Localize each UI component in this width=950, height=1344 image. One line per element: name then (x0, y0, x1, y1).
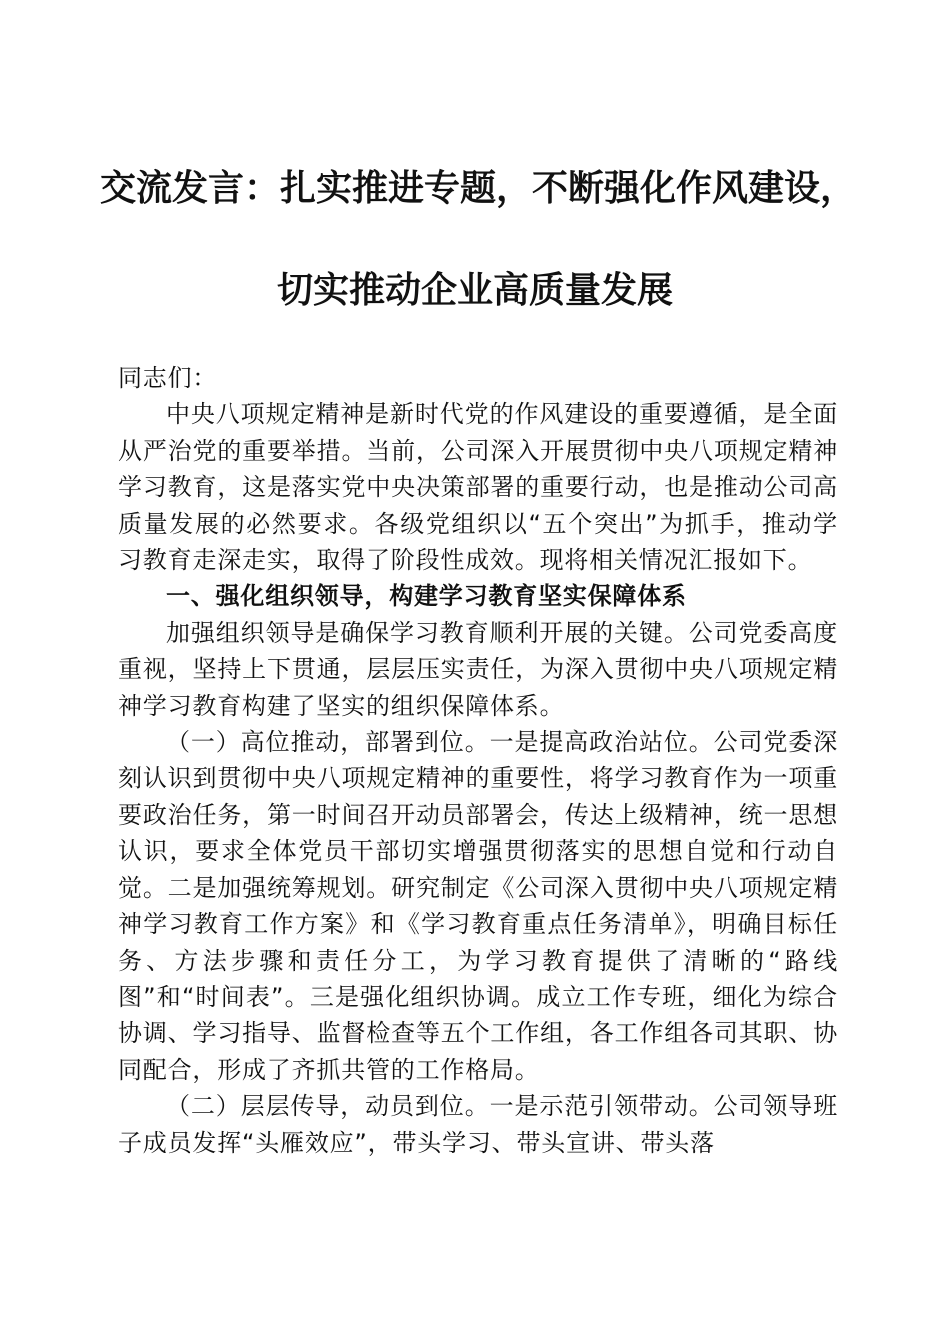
subsection-1-paragraph (118, 724, 838, 1088)
subsection-2-title: （二）层层传导，动员到位。 (166, 1092, 490, 1121)
intro-paragraph: 中央八项规定精神是新时代党的作风建设的重要遵循，是全面从严治党的重要举措。当前，公司深入开展贯彻中央八项规定精神学习教育，这是落实党中央决策部署的重要行动，也是推动公司高质量发展的必然要求。各级党组织以“五个突出”为抓手，推动学习教育走深走实，取得了阶段性成效。现将相关情况汇报如下。 (118, 400, 838, 575)
subsection-1-title: （一）高位推动，部署到位。 (166, 728, 490, 757)
salutation: 同志们： (118, 364, 218, 392)
document-body (118, 360, 838, 1161)
section-heading-1: 一、强化组织领导，构建学习教育坚实保障体系 (166, 582, 687, 611)
document-title-line1: 交流发言：扎实推进专题，不断强化作风建设， (100, 167, 857, 209)
section-1-paragraph: 加强组织领导是确保学习教育顺利开展的关键。公司党委高度重视，坚持上下贯通，层层压实责任，为深入贯彻中央八项规定精神学习教育构建了坚实的组织保障体系。 (118, 618, 838, 720)
subsection-2-paragraph (118, 1088, 838, 1161)
subsection-1-text: 一是提高政治站位。公司党委深刻认识到贯彻中央八项规定精神的重要性，将学习教育作为一项重要政治任务，第一时间召开动员部署会，传达上级精神，统一思想认识，要求全体党员干部切实增强贯彻落实的思想自觉和行动自觉。二是加强统筹规划。研究制定《公司深入贯彻中央八项规定精神学习教育工作方案》和《学习教育重点任务清单》，明确目标任务、方法步骤和责任分工，为学习教育提供了清晰的“路线图”和“时间表”。三是强化组织协调。成立工作专班，细化为综合协调、学习指导、监督检查等五个工作组，各工作组各司其职、协同配合，形成了齐抓共管的工作格局。 (118, 728, 839, 1084)
document-title-line2: 切实推动企业高质量发展 (276, 269, 673, 311)
subsection-2-text: 一是示范引领带动。公司领导班子成员发挥“头雁效应”，带头学习、带头宣讲、带头落 (118, 1092, 839, 1157)
